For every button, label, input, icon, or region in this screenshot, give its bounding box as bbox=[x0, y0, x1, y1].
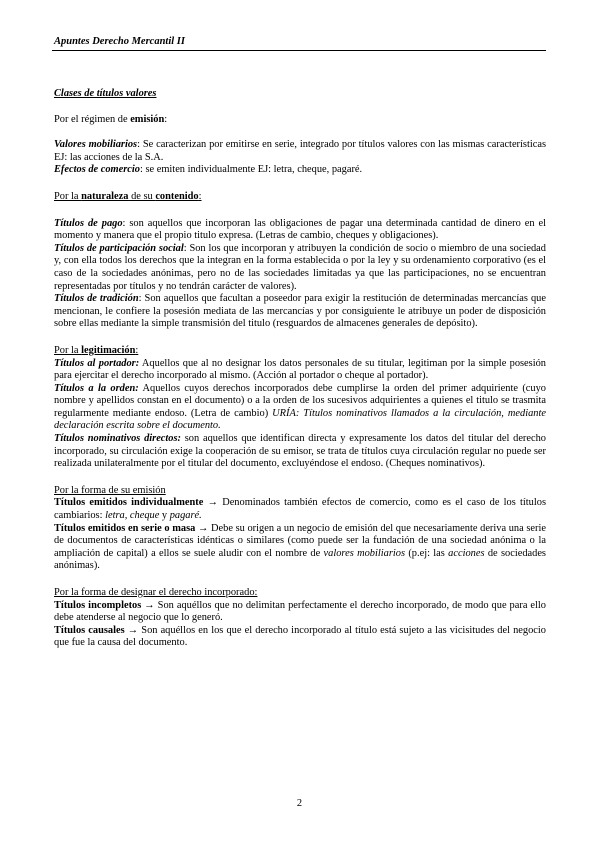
forma-emision-heading: Por la forma de su emisión bbox=[54, 484, 166, 496]
titulos-tradicion-paragraph: Títulos de tradición: Son aquellos que facultan a poseedor para exigir la restitución de determinadas mercancías que mencionan, le confiere la posesión mediata de las mercancías y por consiguiente le atribuye un poder de disposición sobre ellas mediante la simple transmisión del titulo (resguardos de almacenes generales de depósito). bbox=[54, 293, 546, 330]
section-title: Clases de títulos valores bbox=[54, 88, 157, 99]
titulos-portador-paragraph: Títulos al portador: Aquellos que al no designar los datos personales de su titular, legitiman por la simple posesión para ejercitar el derecho incorporado al mismo. (Acción al portador o cheque al portador). bbox=[54, 357, 546, 382]
legitimacion-heading: Por la legitimación: bbox=[54, 344, 139, 356]
forma-designar-heading: Por la forma de designar el derecho incorporado: bbox=[54, 587, 258, 598]
titulos-participacion-paragraph: Títulos de participación social: Son los que incorporan y atribuyen la condición de socio o miembro de una sociedad y, con ella todos los derechos que la integran en la forma establecida o por la ley y su ordenamiento corporativo (es el caso de la sociedades anónimas, pero no de las sociedades limitadas ya que las participaciones, no se encuentran representadas por títulos y no tendrán carácter de valores). bbox=[54, 242, 546, 292]
titulos-orden-paragraph: Títulos a la orden: Aquellos cuyos derechos incorporados debe cumplirse la orden del primer adquiriente (cuyo nombre y apellidos constan en el documento) o a la orden de los sucesivos adquirientes a quienes el titulo se trasmita regularmente mediante endoso. (Letra de cambio) URÍA: Títulos nominativos llamados a la circulación, mediante declaración escrita sobre el documento. bbox=[54, 382, 547, 432]
titulos-pago-paragraph: Títulos de pago: son aquellos que incorporan las obligaciones de pagar una determinada cantidad de dinero en el momento y manera que el propio titulo expresa. (Letras de cambio, cheques y obligaciones). bbox=[54, 217, 546, 242]
efectos-comercio-paragraph: Efectos de comercio: se emiten individualmente EJ: letra, cheque, pagaré. bbox=[54, 164, 363, 176]
naturaleza-heading: Por la naturaleza de su contenido: bbox=[54, 190, 202, 202]
emision-heading: Por el régimen de emisión: bbox=[54, 113, 168, 125]
document-body bbox=[54, 88, 546, 650]
valores-mobiliarios-paragraph: Valores mobiliarios: Se caracterizan por emitirse en serie, integrado por títulos valores con las mismas características EJ: las acciones de la S.A. bbox=[54, 139, 546, 163]
titulos-incompletos-paragraph: Títulos incompletos → Son aquéllos que no delimitan perfectamente el derecho incorporado, de modo que para ello debe atenderse al negocio que lo generó. bbox=[54, 599, 547, 624]
running-header: Apuntes Derecho Mercantil II bbox=[54, 36, 185, 47]
header-rule bbox=[52, 50, 546, 51]
titulos-individuales-paragraph: Títulos emitidos individualmente → Denominados también efectos de comercio, como es el caso de los títulos cambiarios: letra, cheque y pagaré. bbox=[54, 497, 546, 522]
page-number: 2 bbox=[296, 798, 303, 809]
titulos-serie-paragraph: Títulos emitidos en serie o masa → Debe su origen a un negocio de emisión del que necesariamente deriva una serie de documentos de características idénticas o similares (como puede ser la fundación de una sociedad anónima o la ampliación de capital) a ellos se suele aludir con el nombre de valores mobiliarios (p.ej: las acciones de sociedades anónimas). bbox=[54, 522, 546, 572]
titulos-nominativos-paragraph: Títulos nominativos directos: son aquellos que identifican directa y expresamente los datos del titular del derecho incorporado, su circulación exige la cooperación de su emisor, se trata de títulos cuya circulación regular no puede ser realizada unilateralmente por el titular del documento, excluyéndose el endoso. (Cheques nominativos). bbox=[54, 433, 547, 470]
titulos-causales-paragraph: Títulos causales → Son aquéllos en los que el derecho incorporado al título está sujeto a las vicisitudes del negocio que fue la causa del documento. bbox=[54, 624, 546, 649]
